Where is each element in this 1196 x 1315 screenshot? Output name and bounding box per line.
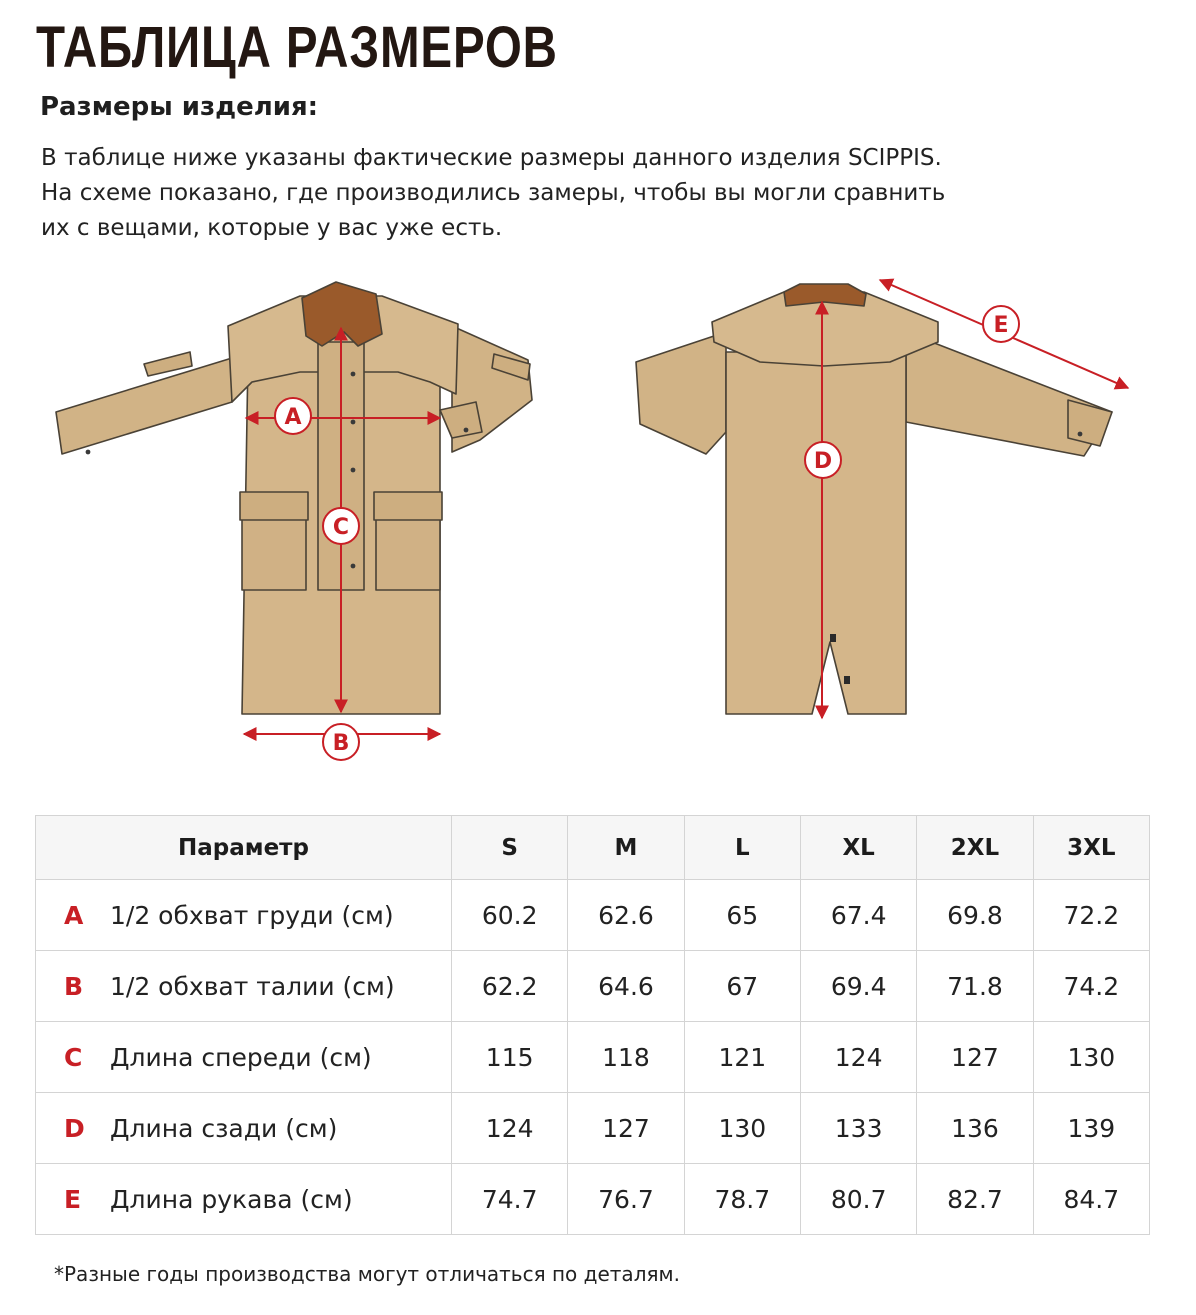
badge-b (323, 724, 359, 760)
column-header-size: 3XL (1033, 816, 1149, 880)
row-letter: D (64, 1113, 85, 1143)
table-row (36, 880, 1150, 951)
row-letter: C (64, 1042, 83, 1072)
coat-back (636, 284, 1112, 714)
row-letter: E (64, 1184, 82, 1214)
value-cell: 64.6 (568, 951, 684, 1022)
description-line: На схеме показано, где производились замеры, чтобы вы могли сравнить (41, 180, 946, 206)
value-cell: 74.2 (1033, 951, 1149, 1022)
column-header-size: L (684, 816, 800, 880)
value-cell: 82.7 (917, 1164, 1033, 1235)
parameter-cell (36, 951, 452, 1022)
value-cell: 67.4 (800, 880, 916, 951)
footnote: *Разные годы производства могут отличаться по деталям. (54, 1262, 680, 1286)
badge-b-label: B (332, 731, 350, 756)
value-cell: 74.7 (452, 1164, 568, 1235)
value-cell: 67 (684, 951, 800, 1022)
badge-a-label: A (284, 405, 302, 430)
value-cell: 76.7 (568, 1164, 684, 1235)
column-header-size: S (452, 816, 568, 880)
value-cell: 127 (917, 1022, 1033, 1093)
value-cell: 78.7 (684, 1164, 800, 1235)
parameter-cell (36, 1093, 452, 1164)
value-cell: 80.7 (800, 1164, 916, 1235)
coat-front (56, 282, 532, 714)
badge-c-label: C (332, 515, 350, 540)
measurement-diagram (0, 262, 1196, 782)
badge-a (275, 398, 311, 434)
value-cell: 60.2 (452, 880, 568, 951)
value-cell: 69.8 (917, 880, 1033, 951)
column-header-size: M (568, 816, 684, 880)
column-header-size: 2XL (917, 816, 1033, 880)
value-cell: 62.2 (452, 951, 568, 1022)
value-cell: 124 (800, 1022, 916, 1093)
column-header-parameter: Параметр (36, 816, 452, 880)
row-label: Длина спереди (см) (110, 1042, 372, 1072)
row-label: Длина рукава (см) (110, 1184, 353, 1214)
size-table (35, 815, 1150, 1235)
table-row (36, 1022, 1150, 1093)
parameter-cell (36, 1022, 452, 1093)
page-title: ТАБЛИЦА РАЗМЕРОВ (36, 15, 558, 80)
value-cell: 139 (1033, 1093, 1149, 1164)
row-label: 1/2 обхват талии (см) (110, 971, 395, 1001)
badge-d-label: D (813, 449, 833, 474)
value-cell: 72.2 (1033, 880, 1149, 951)
table-row (36, 1093, 1150, 1164)
badge-e (983, 306, 1019, 342)
badge-e-label: E (993, 313, 1009, 338)
badge-c (323, 508, 359, 544)
value-cell: 65 (684, 880, 800, 951)
value-cell: 130 (1033, 1022, 1149, 1093)
row-letter: A (64, 900, 84, 930)
parameter-cell (36, 1164, 452, 1235)
row-label: 1/2 обхват груди (см) (110, 900, 394, 930)
value-cell: 62.6 (568, 880, 684, 951)
row-letter: B (64, 971, 84, 1001)
column-header-size: XL (800, 816, 916, 880)
description-line: их с вещами, которые у вас уже есть. (41, 215, 503, 241)
parameter-cell (36, 880, 452, 951)
table-header-row (36, 816, 1150, 880)
value-cell: 115 (452, 1022, 568, 1093)
value-cell: 124 (452, 1093, 568, 1164)
description-line: В таблице ниже указаны фактические размеры данного изделия SCIPPIS. (41, 145, 942, 171)
description (41, 141, 1081, 246)
value-cell: 127 (568, 1093, 684, 1164)
value-cell: 118 (568, 1022, 684, 1093)
value-cell: 84.7 (1033, 1164, 1149, 1235)
table-row (36, 951, 1150, 1022)
value-cell: 136 (917, 1093, 1033, 1164)
value-cell: 121 (684, 1022, 800, 1093)
value-cell: 69.4 (800, 951, 916, 1022)
value-cell: 130 (684, 1093, 800, 1164)
value-cell: 71.8 (917, 951, 1033, 1022)
badge-d (805, 442, 841, 478)
section-subtitle: Размеры изделия: (40, 92, 319, 122)
value-cell: 133 (800, 1093, 916, 1164)
table-row (36, 1164, 1150, 1235)
row-label: Длина сзади (см) (110, 1113, 338, 1143)
